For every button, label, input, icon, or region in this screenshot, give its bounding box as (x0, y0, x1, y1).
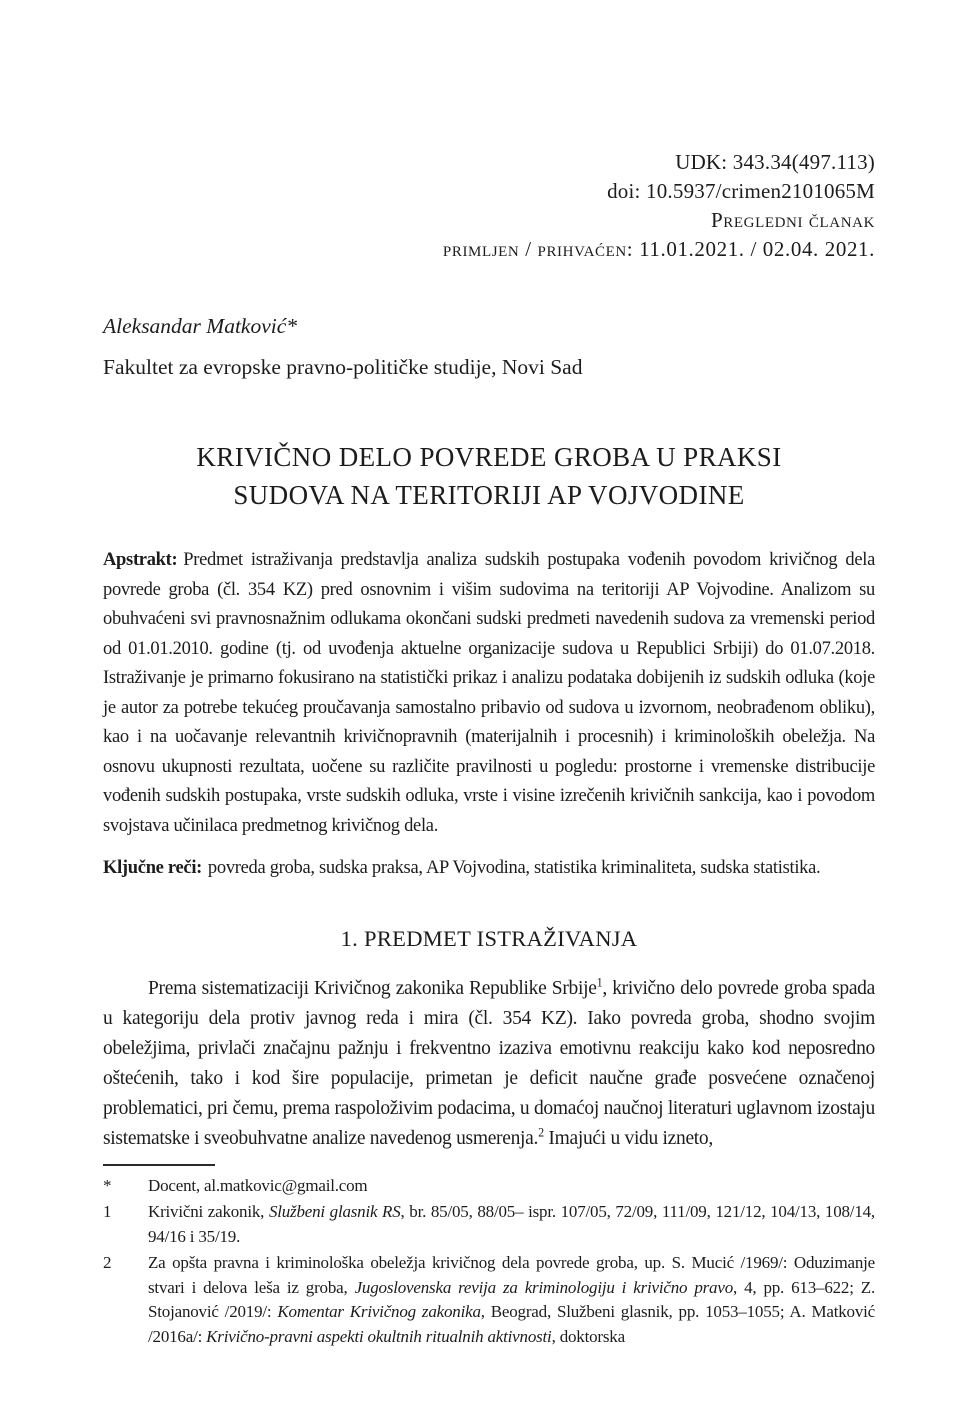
abstract-label: Apstrakt: (103, 550, 178, 570)
body-paragraph-1 (103, 974, 875, 1154)
footnote-marker: 1 (103, 1202, 112, 1221)
footnote-text: , Beograd, Službeni glasnik, pp. 1053–1055; A. Matković /2016a/: (148, 1302, 875, 1346)
footnote-text: Docent, al.matkovic@gmail.com (148, 1175, 368, 1195)
footnote-ref-2: 2 (538, 1125, 544, 1139)
article-title-line-2: SUDOVA NA TERITORIJI AP VOJVODINE (233, 480, 745, 510)
doi-line: doi: 10.5937/crimen2101065M (607, 179, 875, 203)
footnote-text: , br. 85/05, 88/05– ispr. 107/05, 72/09, 111/09, 121/12, 104/13, 108/14, 94/16 i 35/19. (148, 1202, 875, 1246)
author-name: Aleksandar Matković (103, 314, 287, 338)
footnote-italic-title: Komentar Krivičnog zakonika (277, 1302, 481, 1321)
footnote-divider (103, 1164, 215, 1166)
footnote-text: , 4, pp. 613–622; Z. Stojanović /2019/: (148, 1277, 875, 1321)
author-line (103, 312, 875, 341)
keywords-text: povreda groba, sudska praksa, AP Vojvodina, statistika kriminaliteta, sudska statistika. (207, 858, 821, 878)
footnote-marker: * (103, 1175, 112, 1195)
keywords-paragraph (103, 854, 875, 884)
footnote-marker: 2 (103, 1253, 112, 1272)
footnote-italic-title: Jugoslovenska revija za kriminologiju i krivično pravo (354, 1277, 734, 1297)
body-text-segment: , krivično delo povrede groba spada u kategoriju dela protiv javnog reda i mira (čl. 354 KZ). Iako povreda groba, shodno svojim obeležjima, privlači značajnu pažnju i frekventno izaziva emotivnu reakciju kako kod neposredno oštećenih, tako i kod šire populacije, primetan je deficit naučne građe posvećene označenoj problematici, pri čemu, prema raspoloživim podacima, u domaćoj naučnoj literaturi uglavnom izostaju sistematske i sveobuhvatne analize navedenog usmerenja. (103, 977, 875, 1149)
article-title-line-1: KRIVIČNO DELO POVREDE GROBA U PRAKSI (196, 442, 782, 472)
abstract-paragraph (103, 546, 875, 841)
abstract-text: Predmet istraživanja predstavlja analiza sudskih postupaka vođenih povodom krivičnog dela povrede groba (čl. 354 KZ) pred osnovnim i višim sudovima na teritoriji AP Vojvodine. Analizom su obuhvaćeni svi pravnosnažnim odlukama okončani sudski predmeti navedenih sudova za vremenski period od 01.01.2010. godine (tj. od uvođenja aktuelne organizacije sudova u Republici Srbiji) do 01.07.2018. Istraživanje je primarno fokusirano na statistički prikaz i analizu podataka dobijenih iz sudskih odluka (koje je autor za potrebe tekućeg proučavanja samostalno pribavio od sudova u izvornom, neobrađenom obliku), kao i na uočavanje relevantnih krivičnopravnih (materijalnih i procesnih) i kriminoloških obeležja. Na osnovu ukupnosti rezultata, uočene su različite pravilnosti u pogledu: prostorne i vremenske distribucije vođenih sudskih postupaka, vrste sudskih odluka, vrste i visine izrečenih krivičnih sankcija, kao i povodom svojstava učinilaca predmetnog krivičnog dela. (103, 550, 875, 836)
keywords-label: Ključne reči: (103, 858, 203, 878)
footnote-text: , doktorska (551, 1326, 625, 1346)
footnote-ref-1: 1 (596, 975, 603, 989)
body-text-segment: Imajući u vidu izneto, (543, 1127, 713, 1149)
udk-number: UDK: 343.34(497.113) (675, 150, 875, 174)
footnote-2 (103, 1251, 875, 1349)
footnote-text: Za opšta pravna i kriminološka obeležja krivičnog dela povrede groba, up. S. Mucić /1969/: Oduzimanje stvari i delova leša iz groba, (148, 1253, 875, 1297)
author-affiliation: Fakultet za evropske pravno-političke studije, Novi Sad (103, 355, 583, 379)
article-title (103, 438, 875, 514)
article-type-label: Pregledni članak (710, 208, 875, 232)
received-accepted-dates: primljen / prihvaćen: 11.01.2021. / 02.04. 2021. (442, 237, 875, 261)
footnote-1 (103, 1200, 875, 1249)
footnote-star (103, 1174, 875, 1199)
body-text-segment: Prema sistematizaciji Krivičnog zakonika Republike Srbije (148, 977, 597, 999)
author-footnote-asterisk: * (286, 314, 298, 338)
footnote-italic-title: Krivično-pravni aspekti okultnih ritualnih aktivnosti (206, 1326, 552, 1346)
article-meta-block (103, 148, 875, 264)
footnote-italic-title: Službeni glasnik RS (268, 1202, 401, 1221)
section-1-heading: 1. PREDMET ISTRAŽIVANJA (340, 925, 638, 951)
footnotes-block (103, 1174, 875, 1350)
footnote-text: Krivični zakonik, (148, 1202, 269, 1221)
author-block (103, 312, 875, 382)
